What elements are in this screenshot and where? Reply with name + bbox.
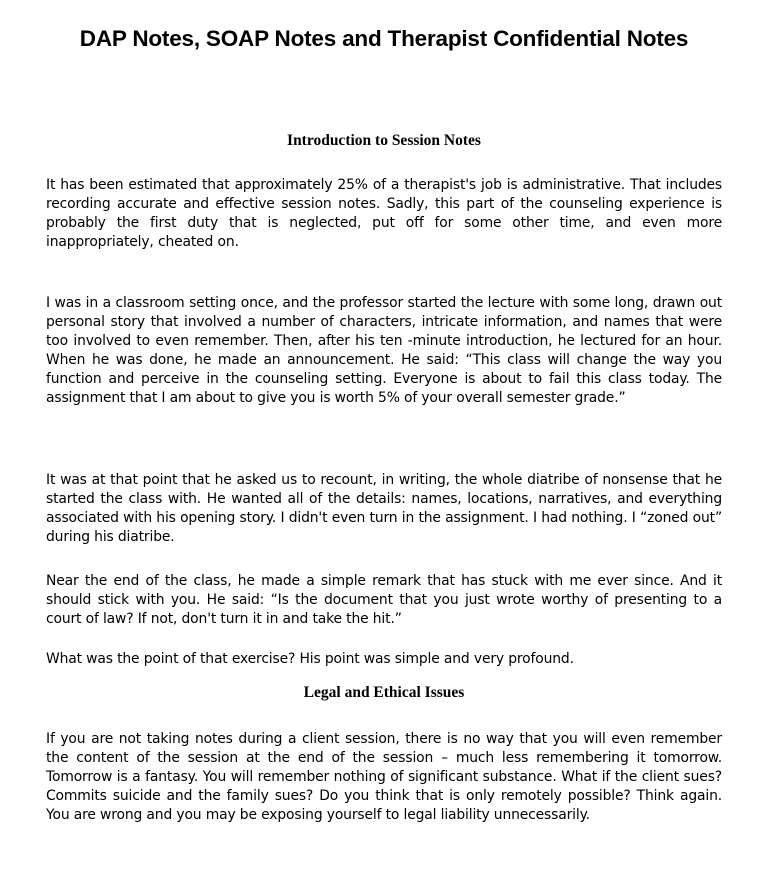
paragraph: It has been estimated that approximately 25% of a therapist's job is administrative. That includes recording accurate and effective session notes. Sadly, this part of the counseling experience is probably the first duty that is neglected, put off for some other time, and even more inappropriately, cheated on. bbox=[46, 177, 722, 250]
paragraph: Near the end of the class, he made a simple remark that has stuck with me ever since. And it should stick with you. He said: “Is the document that you just wrote worthy of presenting to a court of law? If not, don't turn it in and take the hit.” bbox=[46, 573, 722, 627]
document-title: DAP Notes, SOAP Notes and Therapist Confidential Notes bbox=[79, 26, 689, 51]
paragraph: If you are not taking notes during a client session, there is no way that you will even remember the content of the session at the end of the session – much less remembering it tomorrow. Tomorrow is a fantasy. You will remember nothing of significant substance. What if the client sues? Commits suicide and the family sues? Do you think that is only remotely possible? Think again. You are wrong and you may be exposing yourself to legal liability unnecessarily. bbox=[46, 731, 722, 823]
paragraph: What was the point of that exercise? His point was simple and very profound. bbox=[46, 651, 574, 667]
paragraph: It was at that point that he asked us to recount, in writing, the whole diatribe of nonsense that he started the class with. He wanted all of the details: names, locations, narratives, and everything associated with his opening story. I didn't even turn in the assignment. I had nothing. I “zoned out” during his diatribe. bbox=[46, 472, 722, 545]
section-heading-introduction: Introduction to Session Notes bbox=[287, 132, 481, 149]
section-heading-legal-ethical: Legal and Ethical Issues bbox=[303, 684, 465, 701]
paragraph: I was in a classroom setting once, and the professor started the lecture with some long, drawn out personal story that involved a number of characters, intricate information, and names that were too involved to even remember. Then, after his ten -minute introduction, he lectured for an hour. When he was done, he made an announcement. He said: “This class will change the way you function and perceive in the counseling setting. Everyone is about to fail this class today. The assignment that I am about to give you is worth 5% of your overall semester grade.” bbox=[46, 295, 722, 406]
